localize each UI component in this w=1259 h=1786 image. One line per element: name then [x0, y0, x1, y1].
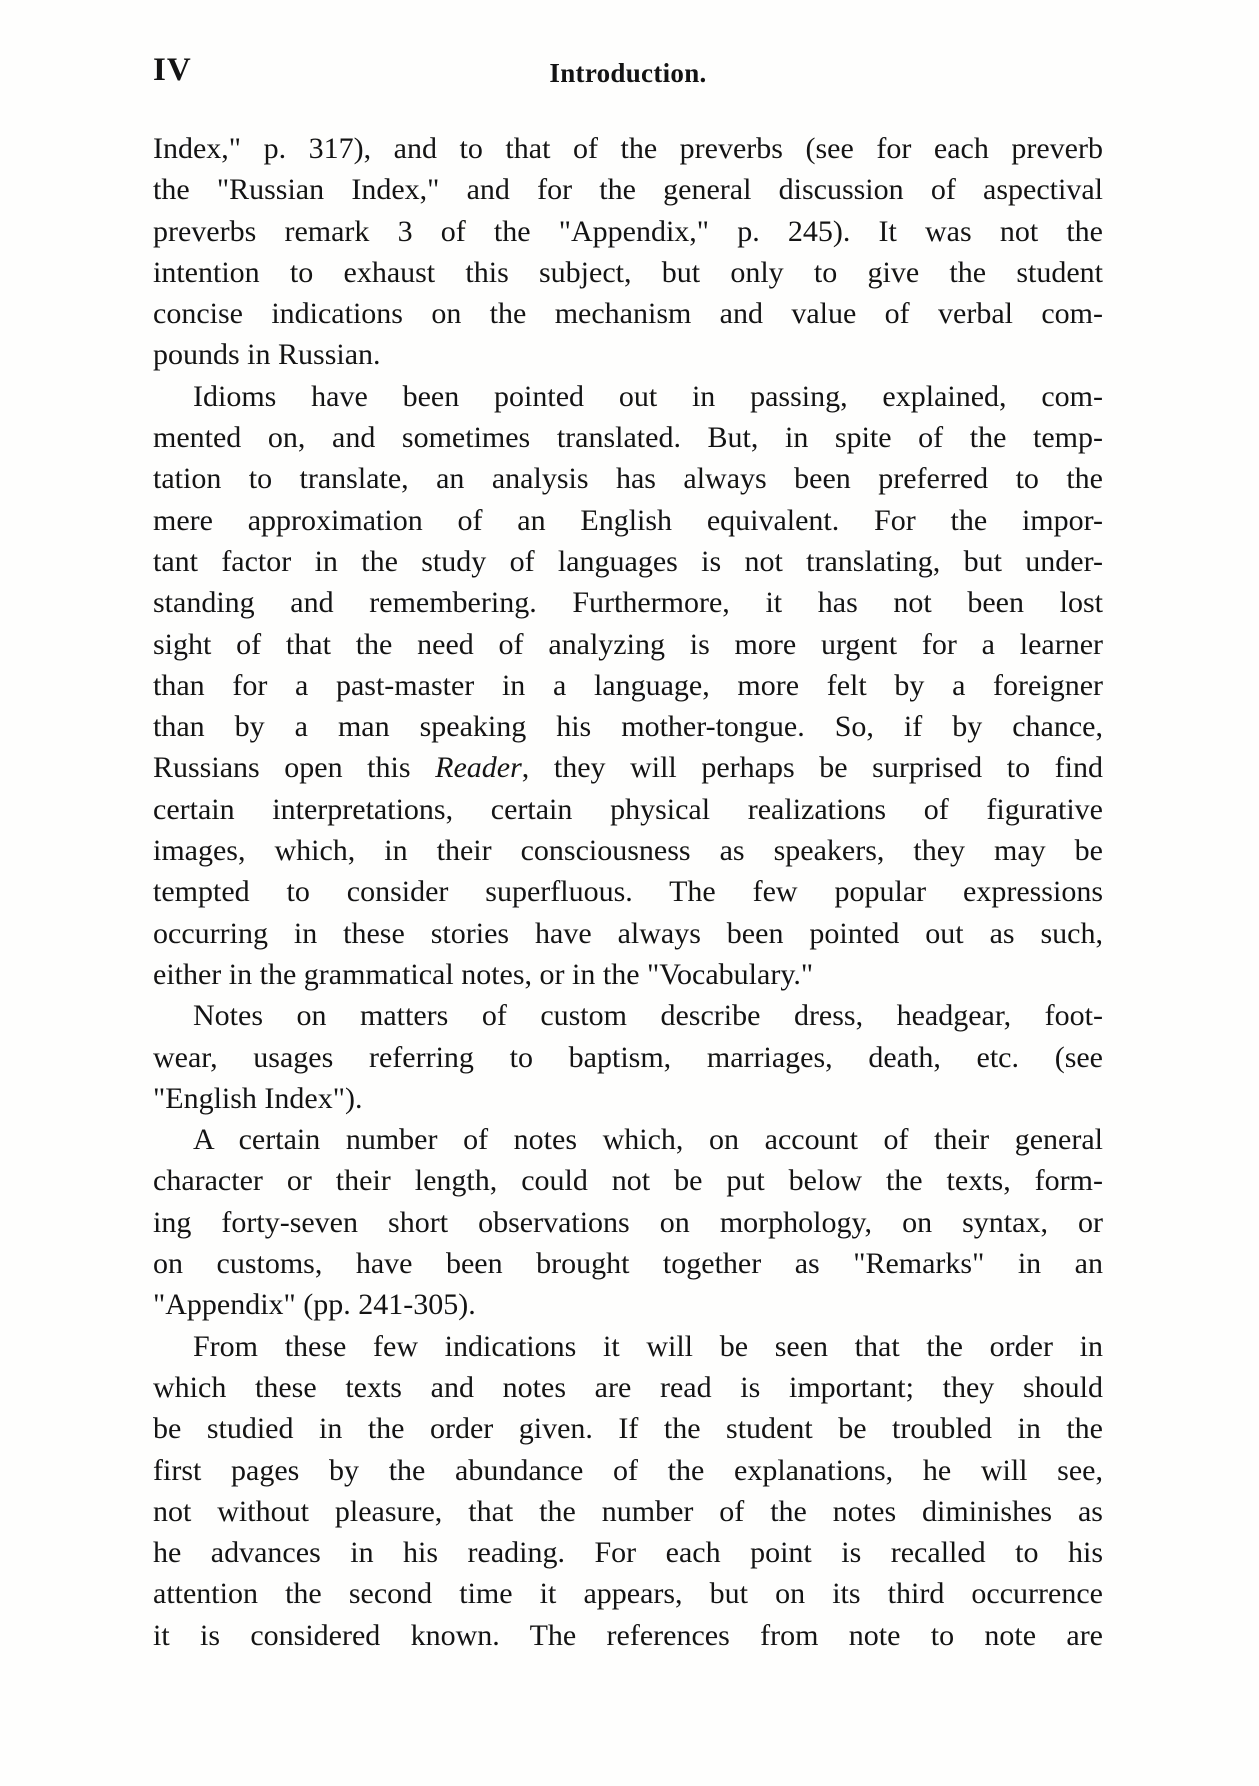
text-line: than by a man speaking his mother-tongue. So, if by chance,: [153, 710, 1103, 744]
paragraph: [153, 1326, 1103, 1656]
text-line: occurring in these stories have always been pointed out as such,: [153, 916, 1103, 950]
text-line: be studied in the order given. If the student be troubled in the: [153, 1412, 1103, 1446]
text-line: first pages by the abundance of the explanations, he will see,: [153, 1453, 1103, 1487]
text-line: "Appendix" (pp. 241-305).: [153, 1288, 476, 1322]
text-line: on customs, have been brought together as "Remarks" in an: [153, 1247, 1103, 1281]
text-line: than for a past-master in a language, more felt by a foreigner: [153, 668, 1103, 702]
text-line: A certain number of notes which, on account of their general: [193, 1123, 1103, 1157]
paragraph: [153, 995, 1103, 1119]
body-text: [153, 128, 1103, 1656]
text-line: not without pleasure, that the number of the notes diminishes as: [153, 1494, 1103, 1528]
text-line: Index," p. 317), and to that of the preverbs (see for each preverb: [153, 132, 1103, 165]
text-line: From these few indications it will be seen that the order in: [193, 1329, 1103, 1363]
text-line: certain interpretations, certain physical realizations of figurative: [153, 792, 1103, 826]
page-header: [153, 52, 1103, 92]
page-number: IV: [153, 52, 192, 88]
text-line: Russians open this Reader, they will perhaps be surprised to find: [153, 751, 1103, 785]
text-line: pounds in Russian.: [153, 338, 381, 372]
text-line: which these texts and notes are read is important; they should: [153, 1370, 1103, 1404]
text-line: Notes on matters of custom describe dress, headgear, foot-: [193, 999, 1103, 1033]
text-line: the "Russian Index," and for the general discussion of aspectival: [153, 173, 1103, 207]
text-line: character or their length, could not be put below the texts, form-: [153, 1164, 1103, 1198]
text-line: wear, usages referring to baptism, marriages, death, etc. (see: [153, 1040, 1103, 1074]
paragraph: [153, 128, 1103, 376]
text-line: he advances in his reading. For each point is recalled to his: [153, 1536, 1103, 1570]
text-line: tation to translate, an analysis has always been preferred to the: [153, 462, 1103, 496]
text-line: intention to exhaust this subject, but only to give the student: [153, 255, 1103, 289]
running-title: Introduction.: [549, 58, 707, 88]
text-line: concise indications on the mechanism and value of verbal com-: [153, 297, 1103, 331]
paragraph: [153, 1119, 1103, 1325]
text-line: it is considered known. The references from note to note are: [153, 1618, 1103, 1652]
text-line: "English Index").: [153, 1081, 363, 1115]
text-line: mere approximation of an English equivalent. For the impor-: [153, 503, 1103, 537]
text-line: tant factor in the study of languages is not translating, but under-: [153, 544, 1103, 578]
text-line: ing forty-seven short observations on morphology, on syntax, or: [153, 1205, 1103, 1239]
text-line: standing and remembering. Furthermore, it has not been lost: [153, 586, 1103, 620]
paragraph: [153, 376, 1103, 995]
text-line: preverbs remark 3 of the "Appendix," p. 245). It was not the: [153, 214, 1103, 248]
text-line: sight of that the need of analyzing is more urgent for a learner: [153, 627, 1103, 661]
text-line: mented on, and sometimes translated. But, in spite of the temp-: [153, 421, 1103, 455]
text-line: Idioms have been pointed out in passing, explained, com-: [193, 379, 1103, 413]
text-line: either in the grammatical notes, or in the "Vocabulary.": [153, 957, 814, 991]
text-line: attention the second time it appears, but on its third occurrence: [153, 1577, 1103, 1611]
text-line: tempted to consider superfluous. The few popular expressions: [153, 875, 1103, 909]
text-line: images, which, in their consciousness as speakers, they may be: [153, 834, 1103, 868]
